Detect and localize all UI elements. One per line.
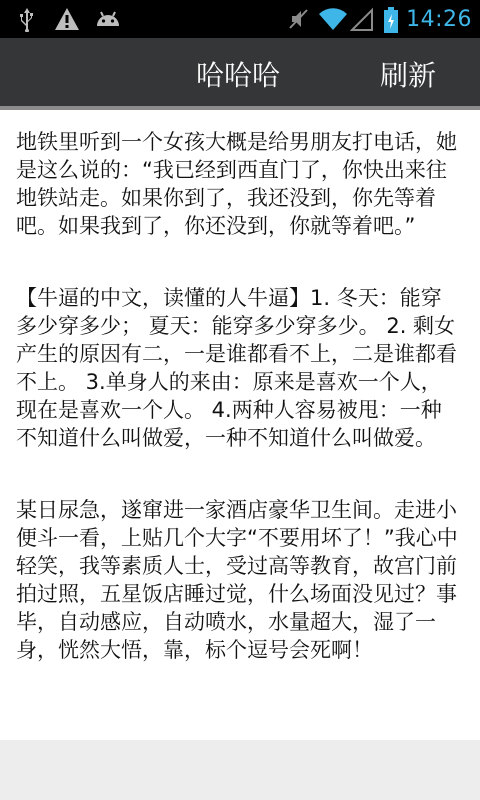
page-title: 哈哈哈 bbox=[196, 59, 281, 92]
joke-item: 某日尿急，遂窜进一家酒店豪华卫生间。走进小便斗一看，上贴几个大字“不要用坏了！”我心中轻笑，我等素质人士，受过高等教育，故宫门前拍过照，五星饭店睡过觉，什么场面没见过？事毕，自动感应，自动喷水，水量超大，湿了一身，恍然大悟，靠，标个逗号会死啊！ bbox=[16, 498, 458, 662]
android-icon bbox=[94, 6, 120, 32]
signal-icon bbox=[350, 6, 376, 32]
notification-icons bbox=[14, 6, 120, 32]
joke-item: 地铁里听到一个女孩大概是给男朋友打电话，她是这么说的：“我已经到西直门了，你快出来往地铁站走。如果你到了，我还没到，你先等着吧。如果我到了，你还没到，你就等着吧。” bbox=[16, 130, 457, 238]
wifi-icon bbox=[318, 6, 344, 32]
bottom-area bbox=[0, 740, 480, 800]
joke-list[interactable] bbox=[0, 110, 480, 740]
battery-charging-icon bbox=[382, 6, 400, 32]
system-icons bbox=[286, 4, 472, 34]
usb-icon bbox=[14, 6, 40, 32]
status-bar bbox=[0, 0, 480, 38]
warning-icon bbox=[54, 6, 80, 32]
refresh-button[interactable]: 刷新 bbox=[379, 59, 436, 92]
joke-item: 【牛逼的中文，读懂的人牛逼】1. 冬天：能穿多少穿多少； 夏天：能穿多少穿多少。 2. 剩女产生的原因有二，一是谁都看不上，二是谁都看不上。 3.单身人的来由：原来是喜欢一个人，现在是喜欢一个人。 4.两种人容易被甩：一种不知道什么叫做爱，一种不知道什么叫做爱。 bbox=[16, 286, 457, 450]
clock: 14:26 bbox=[406, 6, 472, 32]
action-bar bbox=[0, 38, 480, 110]
mute-icon bbox=[286, 6, 312, 32]
